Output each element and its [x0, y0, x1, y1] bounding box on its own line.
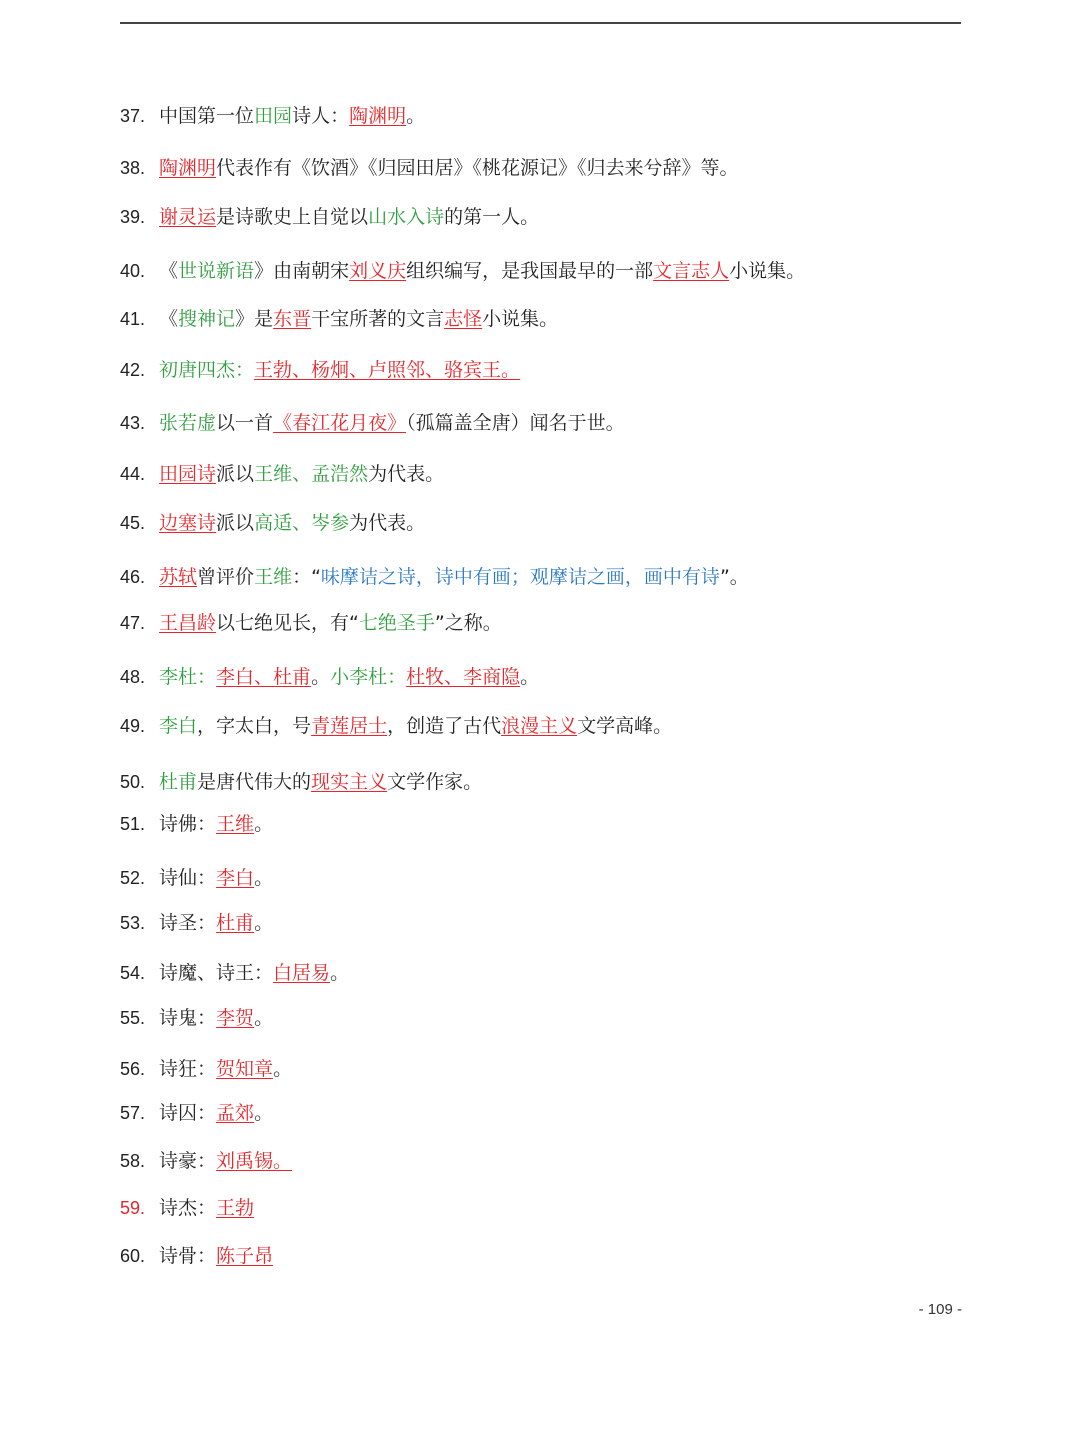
list-item — [120, 258, 805, 284]
highlighted-term: 王勃、杨炯、卢照邻、骆宾王。 — [254, 359, 521, 381]
item-text: 诗圣： — [159, 912, 217, 934]
list-item — [120, 461, 444, 487]
item-number: 38. — [120, 158, 146, 178]
list-item — [120, 713, 672, 739]
item-text: 。 — [254, 912, 274, 934]
highlighted-term: 浪漫主义 — [501, 715, 578, 737]
item-text: 。 — [254, 1007, 274, 1029]
item-text: 组织编写，是我国最早的一部 — [406, 260, 654, 282]
list-item — [120, 1243, 273, 1269]
item-text: 诗魔、诗王： — [159, 962, 274, 984]
list-item — [120, 1100, 273, 1126]
item-text: 味摩诘之诗，诗中有画；观摩诘之画，画中有诗 — [320, 566, 720, 588]
item-text: ，创造了古代 — [387, 715, 502, 737]
item-text: 。 — [254, 867, 274, 889]
item-text: 诗囚： — [159, 1102, 217, 1124]
item-text: 代表作有《饮酒》《归园田居》《桃花源记》《归去来兮辞》等。 — [216, 157, 739, 179]
item-number: 58. — [120, 1151, 146, 1171]
highlighted-term: 志怪 — [444, 308, 483, 330]
item-text: 搜神记 — [178, 308, 236, 330]
item-text: 诗骨： — [159, 1245, 217, 1267]
item-text: 小李杜： — [330, 666, 407, 688]
highlighted-term: 谢灵运 — [159, 206, 217, 228]
highlighted-term: 李白、杜甫 — [216, 666, 312, 688]
item-text: ，字太白，号 — [197, 715, 312, 737]
item-text: 张若虚 — [159, 412, 217, 434]
item-text: 《 — [159, 260, 179, 282]
list-item — [120, 1195, 254, 1221]
page-number: - 109 - — [918, 1301, 962, 1318]
item-text: 文学高峰。 — [577, 715, 673, 737]
item-text: 派以 — [216, 512, 255, 534]
item-text: 干宝所著的文言 — [311, 308, 445, 330]
highlighted-term: 刘义庆 — [349, 260, 407, 282]
highlighted-term: 贺知章 — [216, 1058, 274, 1080]
item-number: 50. — [120, 772, 146, 792]
item-text: 初唐四杰： — [159, 359, 255, 381]
item-number: 47. — [120, 613, 146, 633]
highlighted-term: 现实主义 — [311, 771, 388, 793]
item-text: 的第一人。 — [444, 206, 540, 228]
highlighted-term: 青莲居士 — [311, 715, 388, 737]
list-item — [120, 564, 749, 590]
item-number: 48. — [120, 667, 146, 687]
highlighted-term: 王昌龄 — [159, 612, 217, 634]
item-number: 60. — [120, 1246, 146, 1266]
item-text: 诗佛： — [159, 813, 217, 835]
list-item — [120, 103, 425, 129]
list-item — [120, 204, 539, 230]
item-text: 》由南朝宋 — [254, 260, 350, 282]
item-text: 》是 — [235, 308, 274, 330]
highlighted-term: 白居易 — [273, 962, 331, 984]
item-number: 57. — [120, 1103, 146, 1123]
list-item — [120, 306, 558, 332]
item-number: 54. — [120, 963, 146, 983]
highlighted-term: 李贺 — [216, 1007, 255, 1029]
item-text: 诗人： — [292, 105, 350, 127]
item-text: 诗鬼： — [159, 1007, 217, 1029]
item-text: 李白 — [159, 715, 198, 737]
highlighted-term: 杜牧、李商隐 — [406, 666, 521, 688]
item-text: 中国第一位 — [159, 105, 255, 127]
item-text: 派以 — [216, 463, 255, 485]
item-text: 田园 — [254, 105, 293, 127]
highlighted-term: 《春江花月夜》 — [273, 412, 407, 434]
highlighted-term: 刘禹锡。 — [216, 1150, 293, 1172]
item-text: 小说集。 — [482, 308, 559, 330]
highlighted-term: 边塞诗 — [159, 512, 217, 534]
item-number: 41. — [120, 309, 146, 329]
item-text: 。 — [406, 105, 426, 127]
item-number: 52. — [120, 868, 146, 888]
list-item — [120, 510, 425, 536]
highlighted-term: 文言志人 — [653, 260, 730, 282]
item-text: ”之称。 — [434, 612, 502, 634]
list-item — [120, 664, 539, 690]
top-rule — [120, 22, 961, 24]
list-item — [120, 1056, 292, 1082]
item-text: 高适、岑参 — [254, 512, 350, 534]
item-text: 。 — [330, 962, 350, 984]
item-text: 李杜： — [159, 666, 217, 688]
highlighted-term: 陈子昂 — [216, 1245, 274, 1267]
list-item — [120, 865, 273, 891]
item-text: 。 — [273, 1058, 293, 1080]
item-number: 42. — [120, 360, 146, 380]
highlighted-term: 李白 — [216, 867, 255, 889]
item-number: 53. — [120, 913, 146, 933]
highlighted-term: 陶渊明 — [159, 157, 217, 179]
item-text: 王维 — [254, 566, 293, 588]
list-item — [120, 610, 502, 636]
item-text: 《 — [159, 308, 179, 330]
item-text: 文学作家。 — [387, 771, 483, 793]
item-text: 为代表。 — [349, 512, 426, 534]
highlighted-term: 苏轼 — [159, 566, 198, 588]
item-text: 以一首 — [216, 412, 274, 434]
highlighted-term: 东晋 — [273, 308, 312, 330]
item-text: 以七绝见长，有“ — [216, 612, 359, 634]
list-item — [120, 357, 520, 383]
list-item — [120, 811, 273, 837]
item-number: 59. — [120, 1198, 146, 1218]
item-text: 曾评价 — [197, 566, 255, 588]
list-item — [120, 910, 273, 936]
item-text: 是诗歌史上自觉以 — [216, 206, 369, 228]
item-text: 诗豪： — [159, 1150, 217, 1172]
item-text: 山水入诗 — [368, 206, 445, 228]
item-text: （孤篇盖全唐）闻名于世。 — [406, 412, 625, 434]
item-text: 。 — [520, 666, 540, 688]
item-number: 55. — [120, 1008, 146, 1028]
item-text: 诗狂： — [159, 1058, 217, 1080]
item-text: ：“ — [292, 566, 321, 588]
item-text: 为代表。 — [368, 463, 445, 485]
list-item — [120, 1148, 292, 1174]
highlighted-term: 王维 — [216, 813, 255, 835]
item-text: 是唐代伟大的 — [197, 771, 312, 793]
item-text: 诗杰： — [159, 1197, 217, 1219]
highlighted-term: 孟郊 — [216, 1102, 255, 1124]
highlighted-term: 王勃 — [216, 1197, 255, 1219]
item-number: 40. — [120, 261, 146, 281]
item-text: ”。 — [719, 566, 749, 588]
highlighted-term: 陶渊明 — [349, 105, 407, 127]
item-number: 37. — [120, 106, 146, 126]
item-text: 世说新语 — [178, 260, 255, 282]
list-item — [120, 960, 349, 986]
item-number: 56. — [120, 1059, 146, 1079]
item-text: 。 — [254, 1102, 274, 1124]
highlighted-term: 田园诗 — [159, 463, 217, 485]
item-text: 王维、孟浩然 — [254, 463, 369, 485]
list-item — [120, 1005, 273, 1031]
list-item — [120, 155, 739, 181]
item-number: 44. — [120, 464, 146, 484]
item-number: 51. — [120, 814, 146, 834]
item-text: 。 — [311, 666, 331, 688]
item-number: 39. — [120, 207, 146, 227]
item-text: 。 — [254, 813, 274, 835]
list-item — [120, 410, 625, 436]
item-text: 诗仙： — [159, 867, 217, 889]
item-text: 小说集。 — [729, 260, 806, 282]
item-text: 七绝圣手 — [358, 612, 435, 634]
item-number: 43. — [120, 413, 146, 433]
list-item — [120, 769, 482, 795]
item-number: 49. — [120, 716, 146, 736]
item-number: 46. — [120, 567, 146, 587]
highlighted-term: 杜甫 — [216, 912, 255, 934]
item-number: 45. — [120, 513, 146, 533]
item-text: 杜甫 — [159, 771, 198, 793]
